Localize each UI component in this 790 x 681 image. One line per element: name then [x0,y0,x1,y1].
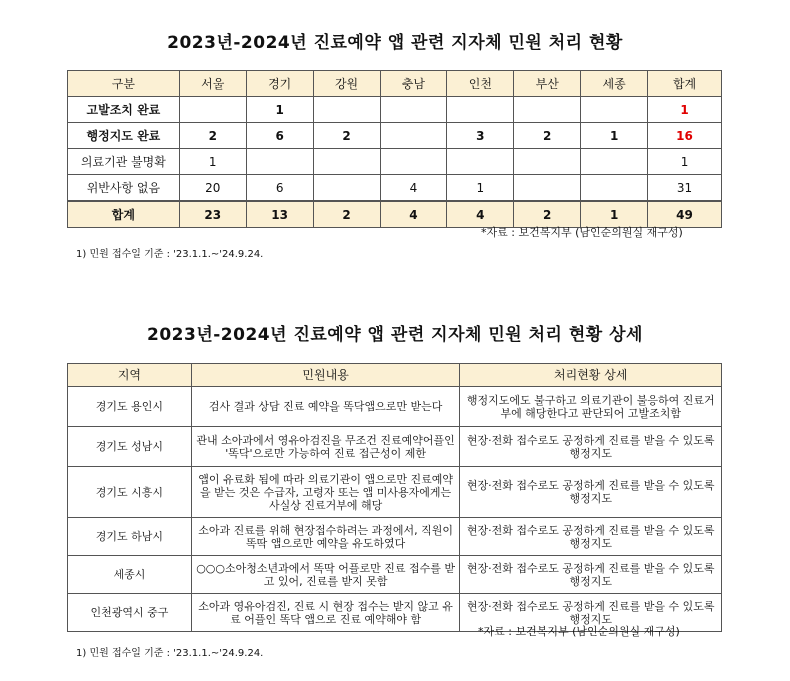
column-header: 처리현황 상세 [460,364,722,387]
table-cell: 13 [246,201,313,228]
table-cell: 1 [581,123,648,149]
complaint-cell: ○○○소아청소년과에서 똑딱 어플로만 진료 접수를 받고 있어, 진료를 받지 못함 [191,556,460,594]
table-cell [581,175,648,202]
region-cell: 경기도 성남시 [68,427,192,467]
table-cell: 2 [514,123,581,149]
table-cell [447,149,514,175]
row-label: 의료기관 불명확 [68,149,180,175]
complaint-cell: 소아과 진료를 위해 현장접수하려는 과정에서, 직원이 똑딱 앱으로만 예약을 유도하였다 [191,518,460,556]
table-cell [380,123,447,149]
complaint-cell: 관내 소아과에서 영유아검진을 무조건 진료예약어플인 '똑닥'으로만 가능하여 진료 접근성이 제한 [191,427,460,467]
section-title: 2023년-2024년 진료예약 앱 관련 지자체 민원 처리 현황 상세 [147,325,643,345]
table-header-row [68,364,722,387]
column-header: 부산 [514,71,581,97]
row-label: 위반사항 없음 [68,175,180,202]
table-row [68,556,722,594]
table-cell [179,97,246,123]
table-cell: 4 [380,201,447,228]
footnote: 1) 민원 접수일 기준 : '23.1.1.~'24.9.24. [76,249,264,260]
row-total-cell: 1 [648,149,722,175]
table-row [68,518,722,556]
table-row [68,123,722,149]
detail-table [67,363,722,632]
table-cell: 1 [447,175,514,202]
table-cell [313,149,380,175]
table-row [68,97,722,123]
table-row [68,467,722,518]
row-total-cell: 16 [648,123,722,149]
column-header: 민원내용 [191,364,460,387]
complaint-cell: 앱이 유료화 됨에 따라 의료기관이 앱으로만 진료예약을 받는 것은 수급자, 고령자 또는 앱 미사용자에게는 사실상 진료거부에 해당 [191,467,460,518]
result-cell: 현장·전화 접수로도 공정하게 진료를 받을 수 있도록 행정지도 [460,594,722,632]
row-total-cell: 1 [648,97,722,123]
table-cell [581,149,648,175]
row-total-cell: 31 [648,175,722,202]
region-cell: 세종시 [68,556,192,594]
table-row [68,387,722,427]
table-row [68,175,722,202]
table-cell [380,149,447,175]
row-label: 행정지도 완료 [68,123,180,149]
summary-table [67,70,722,228]
result-cell: 현장·전화 접수로도 공정하게 진료를 받을 수 있도록 행정지도 [460,518,722,556]
page-title: 2023년-2024년 진료예약 앱 관련 지자체 민원 처리 현황 [167,33,623,53]
table-cell: 2 [313,201,380,228]
table-cell: 4 [380,175,447,202]
region-cell: 인천광역시 중구 [68,594,192,632]
region-cell: 경기도 용인시 [68,387,192,427]
column-header: 경기 [246,71,313,97]
column-header: 지역 [68,364,192,387]
region-cell: 경기도 하남시 [68,518,192,556]
table-cell [246,149,313,175]
table-cell: 2 [514,201,581,228]
table-cell [313,97,380,123]
table-cell: 2 [313,123,380,149]
table-cell: 6 [246,175,313,202]
table-cell [313,175,380,202]
column-header: 서울 [179,71,246,97]
complaint-cell: 검사 결과 상담 진료 예약을 똑닥앱으로만 받는다 [191,387,460,427]
table-cell [514,97,581,123]
table-header-row [68,71,722,97]
table-cell: 23 [179,201,246,228]
table-cell: 4 [447,201,514,228]
table-cell: 1 [581,201,648,228]
table-cell [514,175,581,202]
result-cell: 현장·전화 접수로도 공정하게 진료를 받을 수 있도록 행정지도 [460,467,722,518]
result-cell: 행정지도에도 불구하고 의료기관이 불응하여 진료거부에 해당한다고 판단되어 고발조치함 [460,387,722,427]
column-header: 세종 [581,71,648,97]
result-cell: 현장·전화 접수로도 공정하게 진료를 받을 수 있도록 행정지도 [460,427,722,467]
table-cell [514,149,581,175]
result-cell: 현장·전화 접수로도 공정하게 진료를 받을 수 있도록 행정지도 [460,556,722,594]
region-cell: 경기도 시흥시 [68,467,192,518]
table-cell: 1 [246,97,313,123]
table-cell: 3 [447,123,514,149]
row-label: 고발조치 완료 [68,97,180,123]
row-total-cell: 49 [648,201,722,228]
table-row [68,427,722,467]
table-cell [380,97,447,123]
table-cell [447,97,514,123]
complaint-cell: 소아과 영유아검진, 진료 시 현장 접수는 받지 않고 유료 어플인 똑닥 앱으로 진료 예약해야 함 [191,594,460,632]
column-header: 구분 [68,71,180,97]
table-cell: 1 [179,149,246,175]
column-header: 강원 [313,71,380,97]
table-row [68,149,722,175]
table-cell: 20 [179,175,246,202]
row-label: 합계 [68,201,180,228]
table-cell: 6 [246,123,313,149]
column-header: 충남 [380,71,447,97]
column-header: 합계 [648,71,722,97]
table-cell [581,97,648,123]
footnote: 1) 민원 접수일 기준 : '23.1.1.~'24.9.24. [76,648,264,659]
table-cell: 2 [179,123,246,149]
column-header: 인천 [447,71,514,97]
source-note: *자료 : 보건복지부 (남인순의원실 재구성) [478,625,680,638]
source-note: *자료 : 보건복지부 (남인순의원실 재구성) [481,226,683,239]
